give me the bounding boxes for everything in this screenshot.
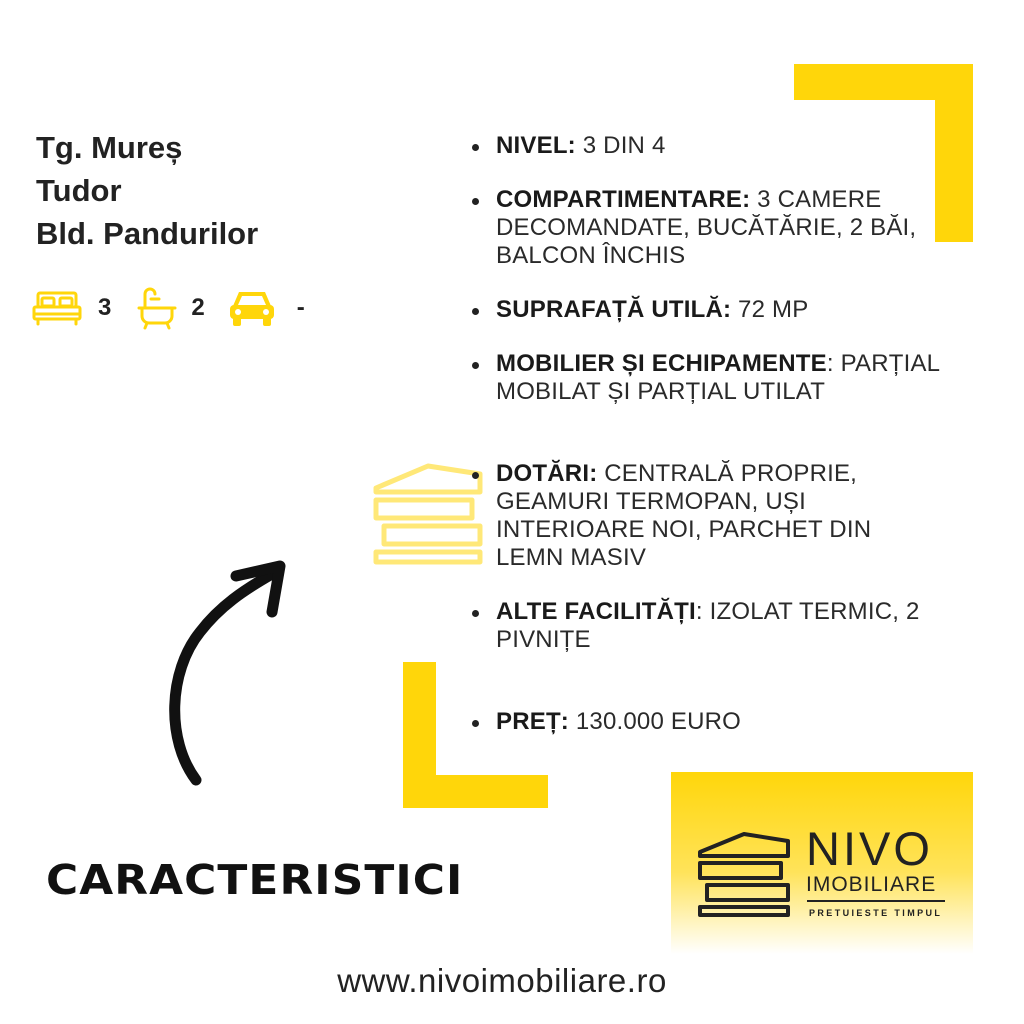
- feature-facilities: [470, 598, 941, 654]
- amenities-row: [32, 284, 305, 332]
- feature-area: [470, 296, 941, 324]
- bullet-icon: [472, 472, 479, 479]
- feature-price: [470, 708, 941, 736]
- bathtub-icon: [137, 286, 177, 330]
- feature-value: 3 DIN 4: [575, 132, 666, 159]
- watermark-logo-icon: [372, 462, 484, 571]
- address-street: Bld. Pandurilor: [36, 216, 259, 251]
- bathrooms-amenity: [137, 286, 204, 330]
- feature-label: SUPRAFAȚĂ UTILĂ:: [496, 296, 732, 323]
- brand-logo-box: [671, 772, 973, 954]
- feature-level: [470, 132, 941, 160]
- bullet-icon: [472, 720, 479, 727]
- feature-label: MOBILIER ȘI ECHIPAMENTE: [496, 350, 827, 377]
- feature-label: COMPARTIMENTARE:: [496, 186, 751, 213]
- feature-equipment: [470, 460, 941, 572]
- bullet-icon: [472, 362, 479, 369]
- feature-value: 3 CAMERE DECOMANDATE, BUCĂTĂRIE, 2 BĂI, BALCON ÎNCHIS: [496, 186, 917, 269]
- page-heading: CARACTERISTICI: [46, 856, 464, 904]
- feature-label: ALTE FACILITĂȚI: [496, 598, 696, 625]
- bullet-icon: [472, 198, 479, 205]
- feature-value: : PARȚIAL MOBILAT ȘI PARȚIAL UTILAT: [496, 350, 940, 405]
- bedrooms-amenity: [32, 290, 111, 326]
- bed-icon: [32, 290, 82, 326]
- feature-value: : IZOLAT TERMIC, 2 PIVNIȚE: [496, 598, 920, 653]
- brand-logo-icon: [697, 830, 791, 918]
- feature-value: CENTRALĂ PROPRIE, GEAMURI TERMOPAN, UȘI INTERIOARE NOI, PARCHET DIN LEMN MASIV: [496, 460, 872, 571]
- address-city: Tg. Mureș: [36, 130, 183, 165]
- feature-furniture: [470, 350, 941, 406]
- brand-divider: [807, 900, 945, 902]
- car-icon: [229, 288, 275, 328]
- bullet-icon: [472, 610, 479, 617]
- arrow-icon: [160, 552, 290, 797]
- parking-amenity: [229, 288, 305, 328]
- address-neighborhood: Tudor: [36, 173, 122, 208]
- feature-label: PREȚ:: [496, 708, 569, 735]
- brand-name: NIVO: [806, 822, 933, 875]
- brand-tagline: PRETUIESTE TIMPUL: [809, 908, 943, 918]
- parking-count: -: [296, 294, 305, 321]
- bathrooms-count: 2: [191, 294, 205, 321]
- feature-label: NIVEL:: [496, 132, 576, 159]
- feature-value: 130.000 EURO: [569, 708, 742, 735]
- corner-bracket-bottom-horizontal: [403, 775, 548, 808]
- feature-value: 72 MP: [731, 296, 809, 323]
- brand-subtitle: IMOBILIARE: [806, 873, 937, 896]
- bullet-icon: [472, 308, 479, 315]
- bullet-icon: [472, 144, 479, 151]
- bedrooms-count: 3: [98, 294, 112, 321]
- feature-layout: [470, 186, 941, 270]
- feature-label: DOTĂRI:: [496, 460, 598, 487]
- property-address: [36, 126, 258, 255]
- website-link[interactable]: www.nivoimobiliare.ro: [337, 962, 667, 999]
